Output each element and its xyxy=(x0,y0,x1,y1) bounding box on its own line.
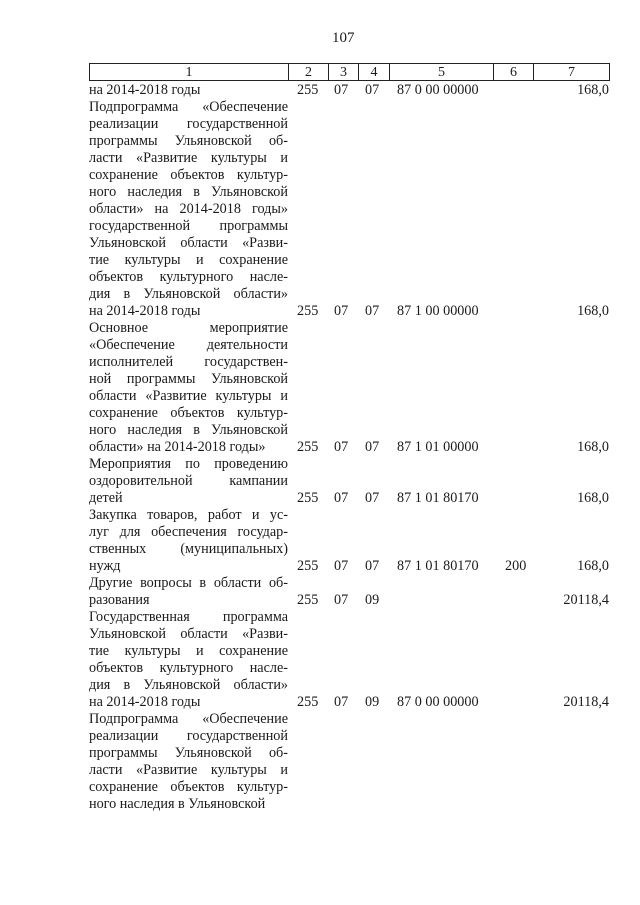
description-line: дия в Ульяновской области» xyxy=(89,286,288,302)
description-line: Подпрограмма «Обеспечение xyxy=(89,711,288,727)
cell-col-6: 200 xyxy=(505,558,527,574)
cell-col-3: 07 xyxy=(334,303,349,319)
row-description xyxy=(89,711,288,813)
cell-col-4: 07 xyxy=(365,303,380,319)
cell-col-3: 07 xyxy=(334,439,349,455)
row-description xyxy=(89,82,288,99)
description-line: на 2014-2018 годы xyxy=(89,82,201,98)
description-line: «Обеспечение деятельности xyxy=(89,337,288,353)
description-line: государственной программы xyxy=(89,218,288,234)
header-col-4: 4 xyxy=(359,63,390,81)
header-col-2: 2 xyxy=(289,63,329,81)
cell-col-5: 87 1 01 80170 xyxy=(397,490,479,506)
cell-col-2: 255 xyxy=(297,592,319,608)
description-line: ласти «Развитие культуры и xyxy=(89,762,288,778)
row-description xyxy=(89,575,288,609)
cell-col-2: 255 xyxy=(297,303,319,319)
cell-col-7: 20118,4 xyxy=(563,694,609,710)
cell-col-2: 255 xyxy=(297,439,319,455)
cell-col-5: 87 0 00 00000 xyxy=(397,694,479,710)
cell-col-5: 87 0 00 00000 xyxy=(397,82,479,98)
cell-col-2: 255 xyxy=(297,82,319,98)
row-description xyxy=(89,507,288,575)
cell-col-2: 255 xyxy=(297,490,319,506)
header-col-1: 1 xyxy=(89,63,289,81)
row-description xyxy=(89,456,288,507)
description-line: объектов культурного насле- xyxy=(89,269,288,285)
cell-col-3: 07 xyxy=(334,490,349,506)
cell-col-5: 87 1 01 00000 xyxy=(397,439,479,455)
description-line: на 2014-2018 годы xyxy=(89,303,201,319)
row-description xyxy=(89,320,288,456)
cell-col-7: 168,0 xyxy=(577,490,609,506)
description-line: области» на 2014-2018 годы» xyxy=(89,201,288,217)
description-line: объектов культурного насле- xyxy=(89,660,288,676)
cell-col-3: 07 xyxy=(334,592,349,608)
cell-col-3: 07 xyxy=(334,558,349,574)
cell-col-4: 07 xyxy=(365,439,380,455)
description-line: тие культуры и сохранение xyxy=(89,252,288,268)
header-col-3: 3 xyxy=(329,63,359,81)
cell-col-4: 07 xyxy=(365,558,380,574)
description-line: нужд xyxy=(89,558,121,574)
description-line: на 2014-2018 годы xyxy=(89,694,201,710)
cell-col-4: 07 xyxy=(365,82,380,98)
cell-col-7: 168,0 xyxy=(577,303,609,319)
description-line: детей xyxy=(89,490,123,506)
cell-col-3: 07 xyxy=(334,694,349,710)
cell-col-4: 07 xyxy=(365,490,380,506)
description-line: сохранение объектов культур- xyxy=(89,167,288,183)
header-col-5: 5 xyxy=(390,63,494,81)
description-line: Другие вопросы в области об- xyxy=(89,575,288,591)
description-line: программы Ульяновской об- xyxy=(89,133,288,149)
description-line: Подпрограмма «Обеспечение xyxy=(89,99,288,115)
description-line: разования xyxy=(89,592,150,608)
description-line: области» на 2014-2018 годы» xyxy=(89,439,266,455)
description-line: ной программы Ульяновской xyxy=(89,371,288,387)
cell-col-3: 07 xyxy=(334,82,349,98)
cell-col-5: 87 1 01 80170 xyxy=(397,558,479,574)
cell-col-7: 20118,4 xyxy=(563,592,609,608)
cell-col-4: 09 xyxy=(365,694,380,710)
cell-col-4: 09 xyxy=(365,592,380,608)
description-line: ного наследия в Ульяновской xyxy=(89,796,266,812)
description-line: программы Ульяновской об- xyxy=(89,745,288,761)
cell-col-7: 168,0 xyxy=(577,558,609,574)
description-line: сохранение объектов культур- xyxy=(89,405,288,421)
header-col-6: 6 xyxy=(494,63,534,81)
description-line: ласти «Развитие культуры и xyxy=(89,150,288,166)
description-line: сохранение объектов культур- xyxy=(89,779,288,795)
description-line: реализации государственной xyxy=(89,116,288,132)
description-line: тие культуры и сохранение xyxy=(89,643,288,659)
cell-col-7: 168,0 xyxy=(577,82,609,98)
header-col-7: 7 xyxy=(534,63,610,81)
description-line: ственных (муниципальных) xyxy=(89,541,288,557)
description-line: луг для обеспечения государ- xyxy=(89,524,288,540)
description-line: Закупка товаров, работ и ус- xyxy=(89,507,288,523)
description-line: Государственная программа xyxy=(89,609,288,625)
row-description xyxy=(89,609,288,711)
description-line: Ульяновской области «Разви- xyxy=(89,235,288,251)
page-number: 107 xyxy=(332,30,355,46)
description-line: Ульяновской области «Разви- xyxy=(89,626,288,642)
description-line: ного наследия в Ульяновской xyxy=(89,184,288,200)
cell-col-2: 255 xyxy=(297,694,319,710)
description-line: Мероприятия по проведению xyxy=(89,456,288,472)
description-line: ного наследия в Ульяновской xyxy=(89,422,288,438)
cell-col-5: 87 1 00 00000 xyxy=(397,303,479,319)
description-line: дия в Ульяновской области» xyxy=(89,677,288,693)
description-line: области «Развитие культуры и xyxy=(89,388,288,404)
description-line: реализации государственной xyxy=(89,728,288,744)
cell-col-7: 168,0 xyxy=(577,439,609,455)
description-line: исполнителей государствен- xyxy=(89,354,288,370)
row-description xyxy=(89,99,288,320)
cell-col-2: 255 xyxy=(297,558,319,574)
description-line: оздоровительной кампании xyxy=(89,473,288,489)
description-line: Основное мероприятие xyxy=(89,320,288,336)
